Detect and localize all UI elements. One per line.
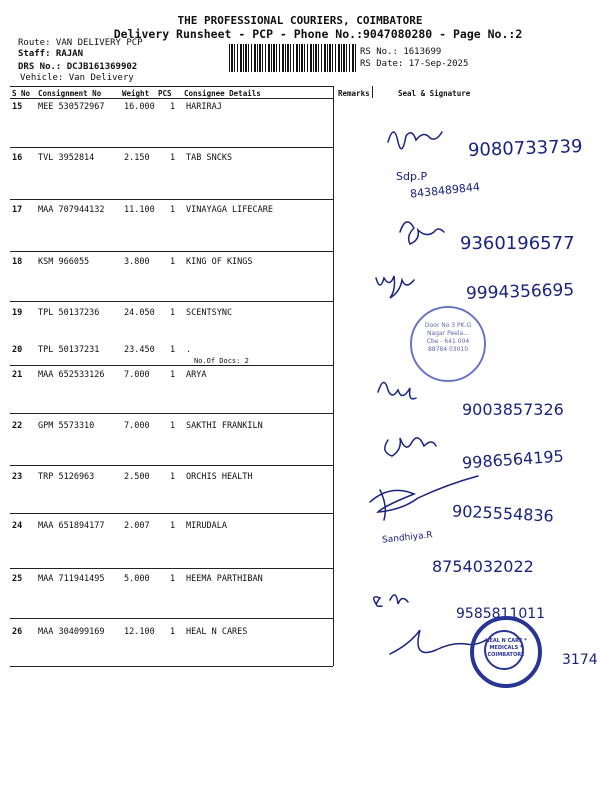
row-sno: 17 [12, 205, 23, 215]
table-rule [10, 413, 333, 414]
row-sno: 18 [12, 257, 23, 267]
table-rule [10, 301, 333, 302]
handwritten-phone-15: 9080733739 [467, 136, 583, 161]
table-rule [10, 86, 333, 87]
row-pcs: 1 [170, 345, 176, 355]
address-stamp-text: Door No 3 PK.G Nagar Peela... Cbe - 641 004 88784 03010 [424, 322, 472, 353]
row-consignment: MAA 304099169 [38, 627, 105, 637]
table-rule [10, 199, 333, 200]
row-pcs: 1 [170, 521, 176, 531]
drs-number: DRS No.: DCJB161369902 [18, 62, 138, 72]
company-seal-text: HEAL N CARE * MEDICALS * COIMBATORE [485, 638, 527, 658]
row-weight: 7.000 [124, 370, 150, 380]
row-consignee: TAB SNCKS [186, 153, 233, 163]
handwritten-phone-16: 8438489844 [409, 180, 481, 201]
row-weight: 11.100 [124, 205, 155, 215]
handwritten-phone-25: 9585811011 [456, 606, 546, 622]
signature-scribble-21 [378, 382, 416, 398]
table-rule [10, 666, 333, 667]
handwritten-phone-17: 9360196577 [460, 233, 575, 254]
row-sno: 25 [12, 574, 23, 584]
row-consignee: MIRUDALA [186, 521, 227, 531]
rs-date: RS Date: 17-Sep-2025 [360, 59, 469, 69]
row-sno: 26 [12, 627, 23, 637]
table-rule [10, 618, 333, 619]
row-pcs: 1 [170, 257, 176, 267]
signature-scribble-22 [385, 438, 436, 456]
remarks-divider [333, 86, 334, 666]
table-rule [10, 365, 333, 366]
signature-divider [372, 86, 373, 98]
col-remarks: Remarks [338, 89, 370, 98]
runsheet-title: Delivery Runsheet - PCP - Phone No.:9047080280 - Page No.:2 [113, 27, 523, 41]
row-pcs: 1 [170, 102, 176, 112]
row-sno: 22 [12, 421, 23, 431]
row-weight: 2.150 [124, 153, 150, 163]
company-seal [470, 616, 542, 688]
row-consignee: SCENTSYNC [186, 308, 233, 318]
staff-label: Staff: RAJAN [18, 49, 84, 59]
row-weight: 2.500 [124, 472, 150, 482]
row-consignee: . [186, 345, 192, 355]
signature-scribble-25 [374, 595, 408, 606]
handwritten-phone-24: 8754032022 [432, 557, 534, 576]
row-pcs: 1 [170, 574, 176, 584]
row-consignment: MAA 707944132 [38, 205, 105, 215]
col-pcs: PCS [158, 89, 172, 98]
row-consignment: MAA 652533126 [38, 370, 105, 380]
company-title: THE PROFESSIONAL COURIERS, COIMBATORE [177, 14, 423, 27]
rs-number: RS No.: 1613699 [360, 47, 442, 57]
row-consignment: TVL 3952814 [38, 153, 95, 163]
table-rule [10, 465, 333, 466]
row-weight: 3.800 [124, 257, 150, 267]
row-weight: 7.000 [124, 421, 150, 431]
row-pcs: 1 [170, 421, 176, 431]
row-consignee: ORCHIS HEALTH [186, 472, 253, 482]
row-pcs: 1 [170, 472, 176, 482]
handwritten-phone-23: 9025554836 [451, 501, 555, 526]
signature-scribble-18 [376, 276, 414, 298]
row-consignment: TRP 5126963 [38, 472, 95, 482]
row-consignee: HARIRAJ [186, 102, 222, 112]
row-pcs: 1 [170, 627, 176, 637]
table-rule [10, 147, 333, 148]
handwritten-signature-24: Sandhiya.R [381, 530, 434, 546]
col-consignment: Consignment No [38, 89, 102, 98]
row-weight: 2.007 [124, 521, 150, 531]
row-sno: 21 [12, 370, 23, 380]
row-sno: 20 [12, 345, 23, 355]
address-stamp [410, 306, 486, 382]
col-signature: Seal & Signature [398, 89, 471, 98]
signature-scribble-17 [400, 222, 444, 244]
handwritten-phone-18: 9994356695 [465, 280, 575, 304]
col-consignee: Consignee Details [184, 89, 261, 98]
handwritten-signature-16: Sdp.P [396, 170, 428, 183]
row-consignee: SAKTHI FRANKILN [186, 421, 263, 431]
row-pcs: 1 [170, 205, 176, 215]
row-consignment: TPL 50137231 [38, 345, 100, 355]
handwritten-phone-21: 9003857326 [462, 400, 564, 419]
row-consignment: MEE 530572967 [38, 102, 105, 112]
row-weight: 23.450 [124, 345, 155, 355]
handwritten-signatures [360, 110, 600, 670]
col-weight: Weight [122, 89, 150, 98]
table-rule [10, 513, 333, 514]
row-sno: 16 [12, 153, 23, 163]
row-consignment: MAA 651894177 [38, 521, 105, 531]
vehicle-label: Vehicle: Van Delivery [20, 73, 134, 83]
col-sno: S No [12, 89, 31, 98]
barcode [229, 44, 357, 72]
row-consignment: GPM 5573310 [38, 421, 95, 431]
row-pcs: 1 [170, 153, 176, 163]
row-consignee: HEEMA PARTHIBAN [186, 574, 263, 584]
row-consignee: HEAL N CARES [186, 627, 248, 637]
row-consignee: ARYA [186, 370, 207, 380]
signature-scribble-15 [388, 132, 442, 149]
table-rule [10, 98, 333, 99]
row-pcs: 1 [170, 370, 176, 380]
row-pcs: 1 [170, 308, 176, 318]
row-consignment: KSM 966055 [38, 257, 90, 267]
row-consignee: KING OF KINGS [186, 257, 253, 267]
route-label: Route: VAN DELIVERY PCP [18, 38, 143, 48]
row-weight: 12.100 [124, 627, 155, 637]
row-weight: 16.000 [124, 102, 155, 112]
table-rule [10, 568, 333, 569]
docs-count-note: No.Of Docs: 2 [194, 357, 249, 365]
handwritten-phone-22: 9986564195 [461, 446, 565, 473]
row-sno: 23 [12, 472, 23, 482]
row-weight: 5.000 [124, 574, 150, 584]
row-sno: 19 [12, 308, 23, 318]
row-sno: 15 [12, 102, 23, 112]
row-consignment: TPL 50137236 [38, 308, 100, 318]
handwritten-phone-26: 3174 [562, 652, 598, 668]
table-rule [10, 251, 333, 252]
row-consignee: VINAYAGA LIFECARE [186, 205, 273, 215]
row-consignment: MAA 711941495 [38, 574, 105, 584]
row-weight: 24.050 [124, 308, 155, 318]
row-sno: 24 [12, 521, 23, 531]
